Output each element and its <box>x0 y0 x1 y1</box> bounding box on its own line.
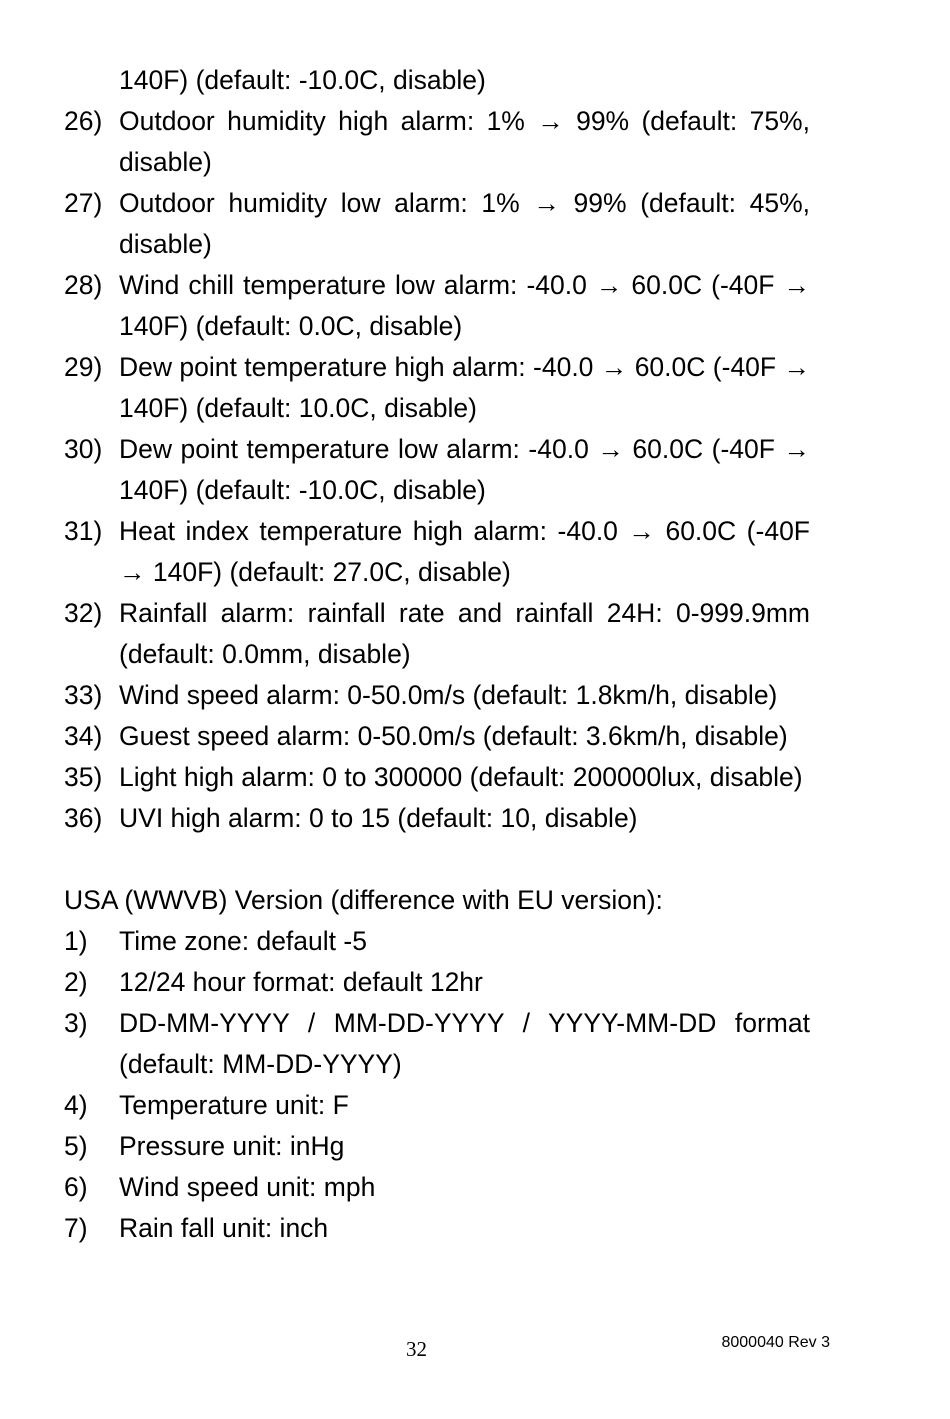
item-number: 26) <box>64 106 103 136</box>
continued-line: 140F) (default: -10.0C, disable) <box>119 65 486 95</box>
item-text: Guest speed alarm: 0-50.0m/s (default: 3.6km/h, disable) <box>119 721 788 751</box>
item-number: 5) <box>64 1131 88 1161</box>
item-number: 7) <box>64 1213 88 1243</box>
item-text: Dew point temperature high alarm: -40.0 → 60.0C (-40F → 140F) (default: 10.0C, disable) <box>119 352 810 423</box>
item-number: 27) <box>64 188 103 218</box>
item-number: 1) <box>64 926 88 956</box>
list-item <box>64 593 810 675</box>
list-item <box>64 716 810 757</box>
list-item <box>64 1085 810 1126</box>
list-item <box>64 962 810 1003</box>
item-text: Temperature unit: F <box>119 1090 349 1120</box>
item-text: DD-MM-YYYY / MM-DD-YYYY / YYYY-MM-DD format (default: MM-DD-YYYY) <box>119 1008 810 1079</box>
list-item <box>64 265 810 347</box>
list-item <box>64 757 810 798</box>
item-text: Pressure unit: inHg <box>119 1131 345 1161</box>
eu-alarm-list <box>64 101 810 839</box>
list-item <box>64 675 810 716</box>
list-item <box>64 183 810 265</box>
item-text: Wind chill temperature low alarm: -40.0 → 60.0C (-40F → 140F) (default: 0.0C, disable) <box>119 270 810 341</box>
list-item <box>64 1003 810 1085</box>
usa-differences-list <box>64 921 810 1249</box>
document-revision: 8000040 Rev 3 <box>721 1334 830 1351</box>
item-text: Outdoor humidity low alarm: 1% → 99% (default: 45%, disable) <box>119 188 810 259</box>
item-text: 12/24 hour format: default 12hr <box>119 967 483 997</box>
list-item <box>64 921 810 962</box>
item-number: 29) <box>64 352 103 382</box>
item-number: 4) <box>64 1090 88 1120</box>
item-text: Wind speed unit: mph <box>119 1172 376 1202</box>
item-text: Time zone: default -5 <box>119 926 367 956</box>
item-number: 6) <box>64 1172 88 1202</box>
item-number: 30) <box>64 434 103 464</box>
item-number: 28) <box>64 270 103 300</box>
list-item <box>64 511 810 593</box>
usa-version-heading: USA (WWVB) Version (difference with EU version): <box>64 885 663 915</box>
list-item <box>64 1208 810 1249</box>
list-item <box>64 1126 810 1167</box>
list-item <box>64 347 810 429</box>
item-number: 32) <box>64 598 103 628</box>
page-number: 32 <box>406 1337 427 1361</box>
item-number: 35) <box>64 762 103 792</box>
item-number: 31) <box>64 516 103 546</box>
item-number: 34) <box>64 721 103 751</box>
item-text: Rainfall alarm: rainfall rate and rainfall 24H: 0-999.9mm (default: 0.0mm, disable) <box>119 598 810 669</box>
item-number: 3) <box>64 1008 88 1038</box>
list-item <box>64 1167 810 1208</box>
item-text: Wind speed alarm: 0-50.0m/s (default: 1.8km/h, disable) <box>119 680 778 710</box>
item-text: Outdoor humidity high alarm: 1% → 99% (default: 75%, disable) <box>119 106 810 177</box>
list-item <box>64 798 810 839</box>
item-number: 33) <box>64 680 103 710</box>
item-text: Rain fall unit: inch <box>119 1213 329 1243</box>
content-area <box>64 60 810 1249</box>
item-number: 36) <box>64 803 103 833</box>
item-text: Dew point temperature low alarm: -40.0 → 60.0C (-40F → 140F) (default: -10.0C, disable) <box>119 434 810 505</box>
item-text: UVI high alarm: 0 to 15 (default: 10, disable) <box>119 803 638 833</box>
item-number: 2) <box>64 967 88 997</box>
list-item <box>64 101 810 183</box>
item-text: Heat index temperature high alarm: -40.0 → 60.0C (-40F → 140F) (default: 27.0C, disable) <box>119 516 810 587</box>
list-item <box>64 429 810 511</box>
item-text: Light high alarm: 0 to 300000 (default: 200000lux, disable) <box>119 762 803 792</box>
